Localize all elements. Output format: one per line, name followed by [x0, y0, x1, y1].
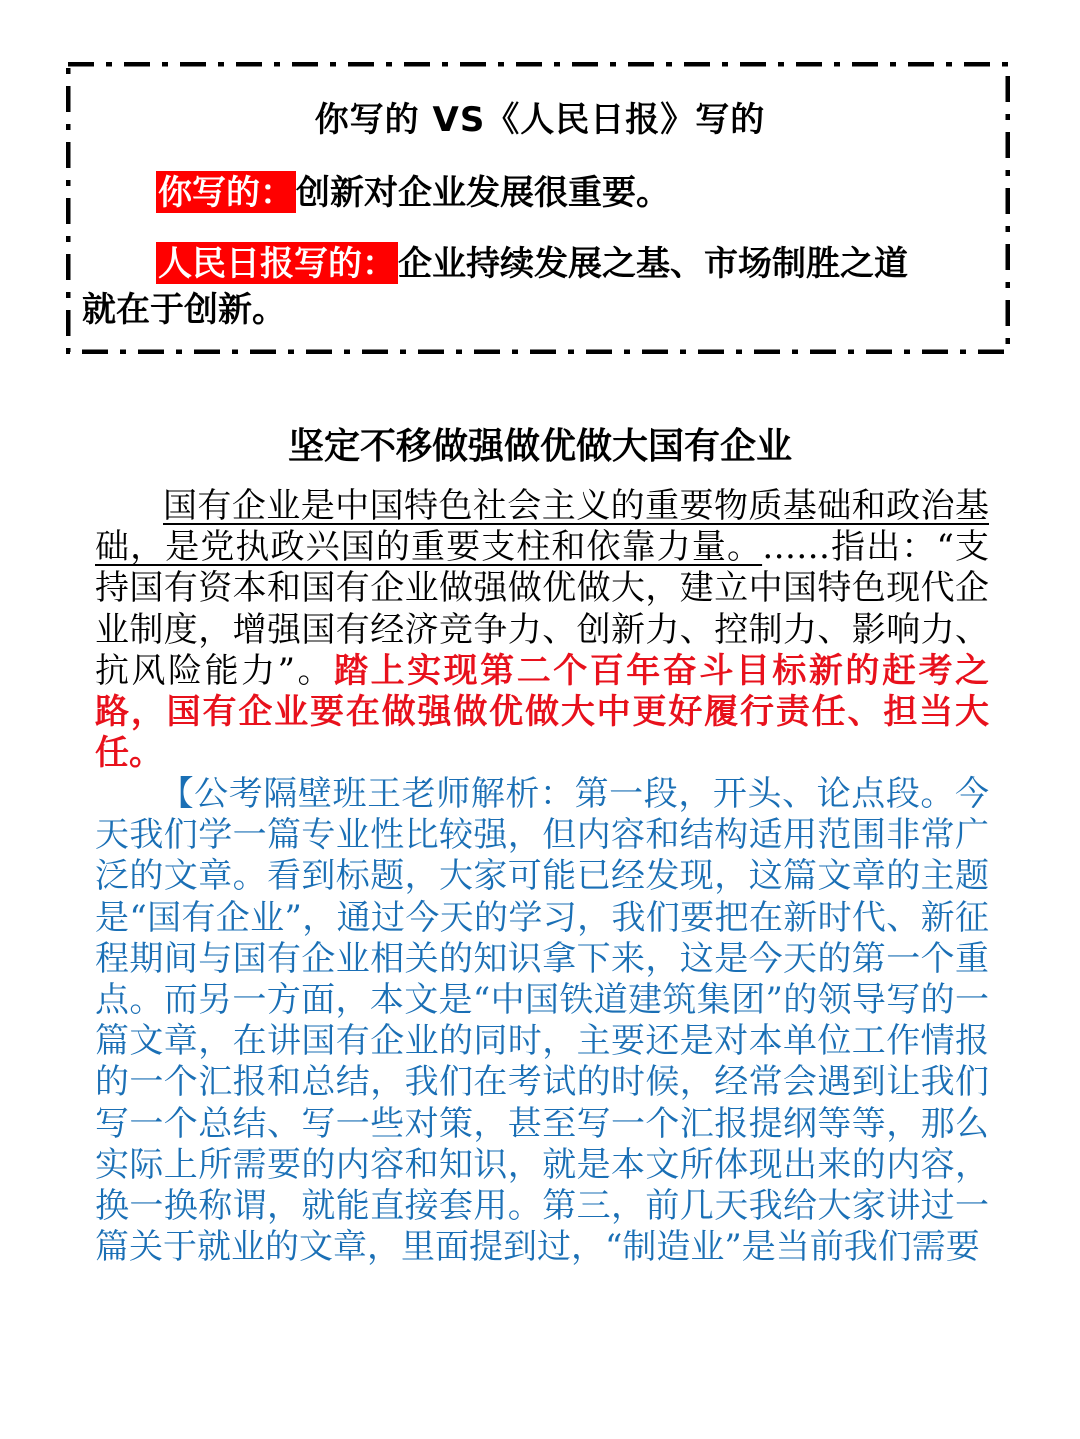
highlighted-sentence: 踏上实现第二个百年奋斗目标新的赶考之路，国有企业要在做强做优做大中更好履行责任、担当大任。 [95, 650, 989, 774]
yours-line [156, 165, 670, 214]
quote-sentence: ……指出：“支持国有资本和国有企业做强做优做大，建立中国特色现代企业制度，增强国有经济竞争力、创新力、控制力、影响力、抗风险能力”。 [95, 527, 989, 691]
comparison-title: 你写的 VS《人民日报》写的 [314, 100, 766, 140]
yours-tag: 你写的： [158, 173, 294, 213]
rmrb-tag: 人民日报写的： [158, 244, 396, 284]
underlined-sentence: 国有企业是中国特色社会主义的重要物质基础和政治基础，是党执政兴国的重要支柱和依靠力量。 [95, 486, 989, 568]
yours-text: 创新对企业发展很重要。 [296, 173, 670, 213]
article-paragraph-1 [95, 486, 989, 776]
article-title: 坚定不移做强做优做大国有企业 [287, 425, 792, 467]
rmrb-line [156, 236, 908, 285]
rmrb-text-1: 企业持续发展之基、市场制胜之道 [398, 244, 908, 284]
rmrb-line-continued: 就在于创新。 [82, 290, 286, 330]
teacher-analysis: 【公考隔壁班王老师解析：第一段，开头、论点段。今天我们学一篇专业性比较强，但内容和结构适用范围非常广泛的文章。看到标题，大家可能已经发现，这篇文章的主题是“国有企业”，通过今天的学习，我们要把在新时代、新征程期间与国有企业相关的知识拿下来，这是今天的第一个重点。而另一方面，本文是“中国铁道建筑集团”的领导写的一篇文章，在讲国有企业的同时，主要还是对本单位工作情报的一个汇报和总结，我们在考试的时候，经常会遇到让我们写一个总结、写一些对策，甚至写一个汇报提纲等等，那么实际上所需要的内容和知识，就是本文所体现出来的内容，换一换称谓，就能直接套用。第三，前几天我给大家讲过一篇关于就业的文章，里面提到过，“制造业”是当前我们需要 [95, 774, 989, 1268]
